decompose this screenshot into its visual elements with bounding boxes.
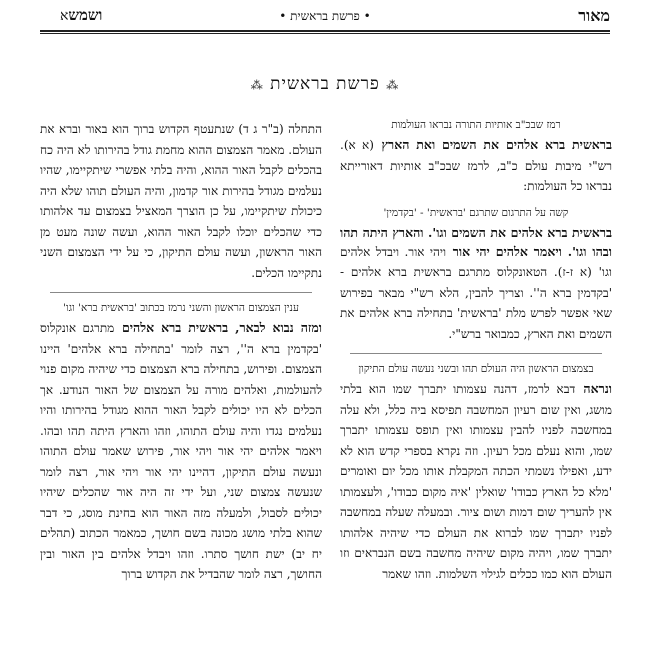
section-1: [340, 118, 612, 196]
chapter-title: [0, 74, 650, 94]
left-section-divider: [50, 292, 312, 293]
running-header: [40, 6, 610, 30]
left-section-2-verse: ומזה נבוא לבאר, בראשית ברא אלהים: [121, 320, 322, 335]
left-section-2-body: מתרגם אונקלוס 'בקדמין ברא ה'', רצה לומר 'בתחילה ברא אלהים' היינו הצמצום. ופירוש, בתחילה ברא הצמצום כדי שיהיה מקום פנוי להעולמות, ואלהים מורה על הצמצום של האור הנודע. אך הכלים לא היו יכולים לקבל האור ההוא מגודל בהירותו והיו נעלמים נגדו והיה עולם התוהו, וזהו והארץ היתה תהו ובהו. ויאמר אלהים יהי אור ויהי אור, פירוש שאמר עולם התוהו ונעשה עולם התיקון, דהיינו יהי אור ויהי אור, רצה לומר שנעשה צמצום שני, ועל ידי זה היה אור שהכלים שיהיו יכולים לסבול, ולמעלה מזה האור הוא בחינת מוסג, כי דבר שהוא בלתי מושג מכונה בשם חושך, כמאמר הכתוב (תהלים יח יב) ישת חושך סתרו. וזהו ויבדל אלהים בין האור ובין החושך, רצה לומר שהבדיל את הקדוש ברוך: [40, 321, 322, 581]
section-1-body: (א א). רש"י מיבות עולם כ"ב, לרמז שבכ"ב אותיות דאורייתא נבראו כל העולמות:: [340, 138, 612, 193]
left-section-2: [40, 301, 322, 584]
section-3: [340, 362, 612, 583]
section-1-heading: רמז שבכ"ב אותיות התורה נבראו העולמות: [391, 119, 561, 131]
section-divider: [350, 353, 602, 354]
left-section-2-heading: ענין הצמצום הראשון והשני נרמז בכתוב 'בראשית ברא' וגו': [63, 302, 299, 314]
chapter-title-text: פרשת בראשית: [270, 74, 380, 94]
section-2-verse: בראשית ברא אלהים את השמים וגו'. והארץ היתה תהו ובהו וגו'. ויאמר אלהים יהי אור: [340, 224, 612, 259]
ornament-right-icon: ⁂: [386, 78, 400, 92]
header-rule-thin: [40, 33, 610, 34]
left-section-1: [40, 118, 322, 282]
header-parsha: • פרשת בראשית •: [279, 9, 371, 23]
section-2: [340, 206, 612, 344]
header-book-title: מאור: [578, 6, 610, 25]
section-3-verse: ונראה: [583, 381, 612, 396]
left-column: [40, 118, 322, 650]
section-2-heading: קשה על התרגום שתרגם 'בראשית' - 'בקדמין': [383, 206, 569, 219]
ornament-left-icon: ⁂: [250, 78, 264, 92]
section-3-body: דבא לרמז, דהנה עצמותו יתברך שמו הוא בלתי מושג, ואין שום רעיון המחשבה תפיסא ביה כלל, ולא עלה במחשבה לפניו להבין עצמותו ואין תופס עצמותו יתברך שמו, והוא נעלם מכל רעיון. וזה נקרא בספרי קדש הוא לא ידע, ואפילו נשמתי הכתה המקבלת אותו מכל יום ואומרים 'מלא כל הארץ כבודו' שואלין 'איה מקום כבודו', ולעצמותו אין להעריך שום דמות ושום ציור. ובמעלה שעלה במחשבה לפניו יתברך שמו לברוא את העולם כדי שיהיה אלהותו יתברך שמו, ויהיה מקום שיהיה מחשבה בשם הנבראים וזו העולם הוא כמו ככלים לגילוי השלמות. וזהו שאמר: [340, 382, 612, 581]
left-section-1-body: התחלה (ב"ר ג ד) שנתעטף הקדוש ברוך הוא באור וברא את העולם. מאמר הצמצום ההוא מחמת גודל בהירותו לא היה כח בהכלים לקבל האור ההוא, והיה בלתי אפשרי שיתקיימו, שהיו נעלמים מגודל בהירות אור קדמון, והיה העולם תוהו שלא היה כיכולת שיתקיימו, על כן הוצרך המאציל בצמצום עד אלהותו כדי שהכלים יוכלו לקבל האור ההוא, ועשה שונה מעט מן האור הראשון, ועשה עולם התיקון, כי על ידי הצמצום השני נתקיימו הכלים.: [40, 122, 322, 280]
section-1-verse: בראשית ברא אלהים את השמים ואת הארץ: [381, 137, 612, 152]
header-rule: [40, 30, 610, 32]
header-second-title: ושמש: [68, 6, 103, 24]
page-letter: א: [60, 8, 69, 24]
section-3-heading: בצמצום הראשון היה העולם תהו ובשני נעשה עולם התיקון: [358, 363, 594, 375]
section-2-body: ויהי אור. ויבדל אלהים וגו' (א ז-ז). הטאונקלוס מתרגם בראשית ברא אלהים - 'בקדמין ברא ה''. וצריך להבין, הלא רש"י מבאר בפירוש שאי אפשר לפרש מלת 'בראשית' בתחילה ברא אלהים את השמים ואת הארץ, כמבואר ברש"י.: [340, 244, 612, 341]
right-column: [340, 118, 612, 650]
